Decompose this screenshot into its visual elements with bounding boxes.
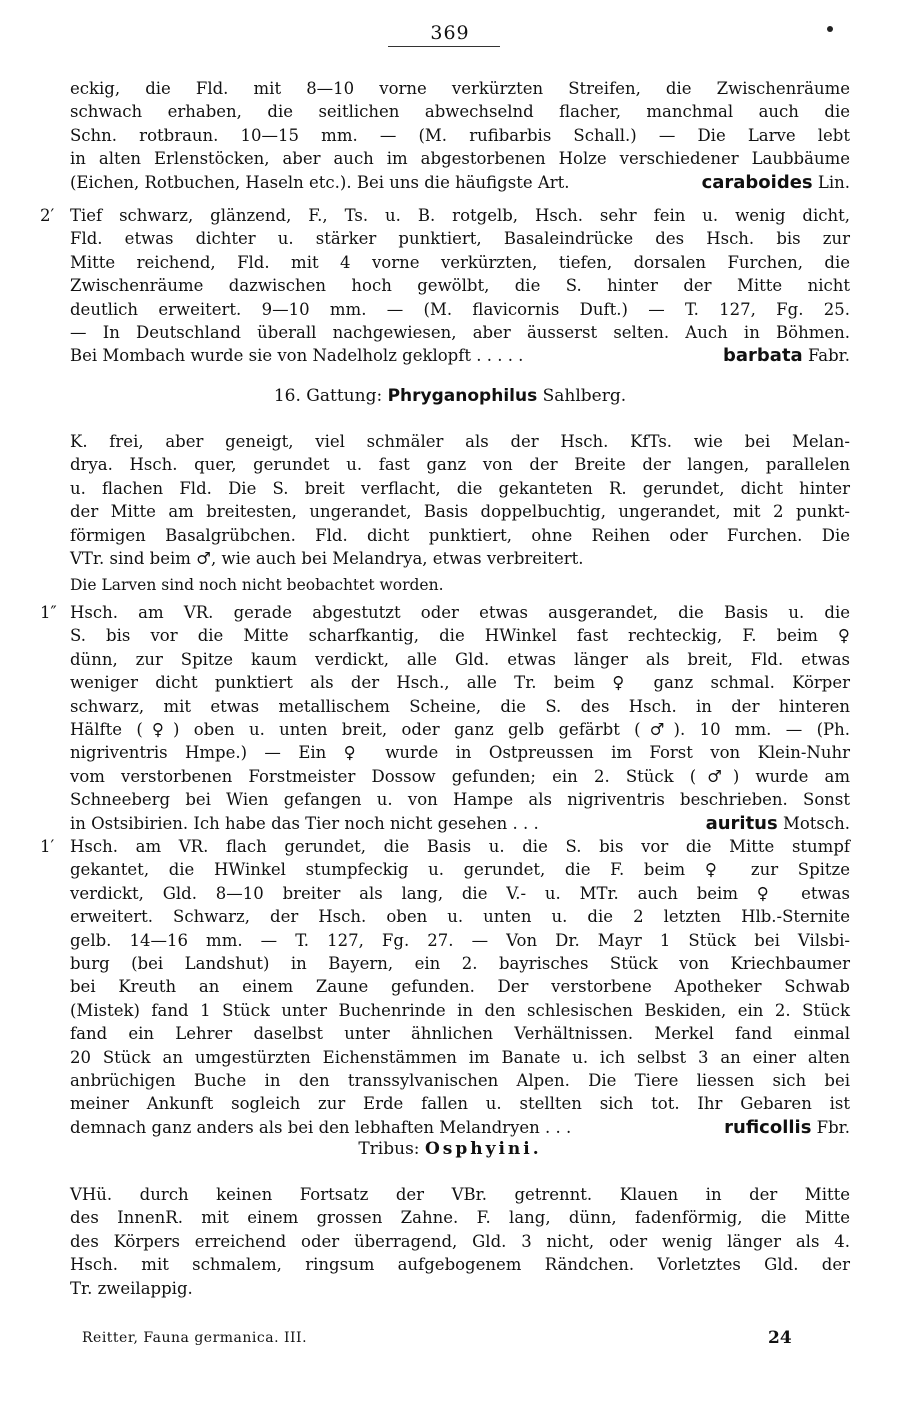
text-line xyxy=(70,172,850,194)
text-line xyxy=(70,1070,850,1092)
text-line xyxy=(70,953,850,975)
text-line xyxy=(70,1278,850,1300)
text-line xyxy=(70,275,850,297)
line-text: — In Deutschland überall nachgewiesen, aber äusserst selten. Auch in Böhmen. xyxy=(70,323,850,342)
text-line xyxy=(70,501,850,523)
tribus-name: Osphyini. xyxy=(424,1139,542,1159)
species-name: auritus xyxy=(705,812,778,834)
species-author: Motsch. xyxy=(777,813,850,833)
couplet-number: 2′ xyxy=(40,206,55,225)
line-text: anbrüchigen Buche in den transsylvanischen Alpen. Die Tiere liessen sich bei xyxy=(70,1071,850,1090)
line-text: in Ostsibirien. Ich habe das Tier noch nicht gesehen . . . xyxy=(70,813,539,833)
tribus-heading xyxy=(0,1138,900,1160)
line-text: (Mistek) fand 1 Stück unter Buchenrinde in den schlesischen Beskiden, ein 2. Stück xyxy=(70,1000,850,1020)
line-text: fand ein Lehrer daselbst unter ähnlichen Verhältnissen. Merkel fand einmal xyxy=(70,1024,850,1044)
genus-prefix: 16. Gattung: xyxy=(273,386,383,406)
text-line xyxy=(70,813,850,835)
text-line xyxy=(70,930,850,952)
text-line xyxy=(70,836,850,858)
text-line xyxy=(70,883,850,905)
line-text: (Eichen, Rotbuchen, Haseln etc.). Bei uns die häufigste Art. xyxy=(70,172,570,192)
text-line xyxy=(70,649,850,671)
text-line xyxy=(70,1117,850,1139)
line-text: Mitte reichend, Fld. mit 4 vorne verkürzten, tiefen, dorsalen Furchen, die xyxy=(70,252,850,272)
line-text: Tr. zweilappig. xyxy=(70,1278,193,1298)
line-text: vom verstorbenen Forstmeister Dossow gefunden; ein 2. Stück (♂) wurde am xyxy=(70,766,850,786)
line-text: Hsch. am VR. gerade abgestutzt oder etwas ausgerandet, die Basis u. die xyxy=(70,603,850,622)
line-text: burg (bei Landshut) in Bayern, ein 2. bayrisches Stück von Kriechbaumer xyxy=(70,954,850,973)
tribus-prefix: Tribus: xyxy=(358,1139,420,1159)
line-text: Hsch. mit schmalem, ringsum aufgebogenem Rändchen. Vorletztes Gld. der xyxy=(70,1255,850,1275)
text-line xyxy=(70,148,850,170)
text-line xyxy=(70,906,850,928)
line-text: VHü. durch keinen Fortsatz der VBr. getrennt. Klauen in der Mitte xyxy=(70,1185,850,1204)
text-line xyxy=(70,299,850,321)
genus-author: Sahlberg. xyxy=(542,386,627,406)
text-line xyxy=(70,548,850,570)
line-text: K. frei, aber geneigt, viel schmäler als der Hsch. KfTs. wie bei Melan- xyxy=(70,432,850,451)
line-text: erweitert. Schwarz, der Hsch. oben u. unten u. die 2 letzten Hlb.-Sternite xyxy=(70,907,850,927)
genus-heading xyxy=(0,385,900,407)
line-text: Bei Mombach wurde sie von Nadelholz geklopft . . . . . xyxy=(70,346,524,366)
line-text: Zwischenräume dazwischen hoch gewölbt, die S. hinter der Mitte nicht xyxy=(70,276,850,296)
text-line xyxy=(70,1047,850,1069)
text-line xyxy=(70,789,850,811)
line-text: Schn. rotbraun. 10—15 mm. — (M. rufibarbis Schall.) — Die Larve lebt xyxy=(70,125,850,145)
line-text: weniger dicht punktiert als der Hsch., alle Tr. beim ♀ ganz schmal. Körper xyxy=(70,673,850,693)
couplet-number: 1″ xyxy=(40,603,57,622)
species-author: Fabr. xyxy=(802,346,850,366)
text-line xyxy=(70,625,850,647)
line-text: Hälfte (♀) oben u. unten breit, oder ganz gelb gefärbt (♂). 10 mm. — (Ph. xyxy=(70,720,850,739)
text-line xyxy=(70,602,850,624)
line-text: des InnenR. mit einem grossen Zahne. F. lang, dünn, fadenförmig, die Mitte xyxy=(70,1208,850,1228)
footer-sheet-number: 24 xyxy=(768,1328,792,1348)
text-line xyxy=(70,78,850,100)
line-text: schwach erhaben, die seitlichen abwechselnd flacher, manchmal auch die xyxy=(70,102,850,122)
genus-name: Phryganophilus xyxy=(387,386,538,406)
couplet-number: 1′ xyxy=(40,837,55,856)
line-text: der Mitte am breitesten, ungerandet, Basis doppelbuchtig, ungerandet, mit 2 punkt- xyxy=(70,502,850,522)
text-line xyxy=(70,525,850,547)
text-line xyxy=(70,1207,850,1229)
text-line xyxy=(70,322,850,344)
line-text: des Körpers erreichend oder überragend, Gld. 3 nicht, oder wenig länger als 4. xyxy=(70,1231,850,1251)
text-line xyxy=(70,742,850,764)
line-text: meiner Ankunft sogleich zur Erde fallen u. stellten sich tot. Ihr Gebaren ist xyxy=(70,1094,850,1114)
line-text: schwarz, mit etwas metallischem Scheine, die S. des Hsch. in der hinteren xyxy=(70,696,850,716)
species-name: caraboides xyxy=(701,171,813,193)
text-line xyxy=(70,1231,850,1253)
line-text: nigriventris Hmpe.) — Ein ♀ wurde in Ostpreussen im Forst von Klein-Nuhr xyxy=(70,743,850,763)
text-line xyxy=(70,574,850,596)
text-line xyxy=(70,1093,850,1115)
text-line xyxy=(70,766,850,788)
text-line xyxy=(70,672,850,694)
species-author: Fbr. xyxy=(811,1117,850,1137)
line-text: förmigen Basalgrübchen. Fld. dicht punktiert, ohne Reihen oder Furchen. Die xyxy=(70,525,850,545)
text-line xyxy=(70,431,850,453)
text-line xyxy=(70,125,850,147)
text-line xyxy=(70,1184,850,1206)
text-line xyxy=(70,345,850,367)
species-name: ruficollis xyxy=(724,1116,812,1138)
line-text: eckig, die Fld. mit 8—10 vorne verkürzten Streifen, die Zwischenräume xyxy=(70,79,850,98)
line-text: Fld. etwas dichter u. stärker punktiert, Basaleindrücke des Hsch. bis zur xyxy=(70,229,850,249)
page-number: 369 xyxy=(430,22,470,44)
line-text: gelb. 14—16 mm. — T. 127, Fg. 27. — Von Dr. Mayr 1 Stück bei Vilsbi- xyxy=(70,930,850,950)
text-line xyxy=(70,1023,850,1045)
species-author: Lin. xyxy=(812,172,850,192)
line-text: S. bis vor die Mitte scharfkantig, die HWinkel fast rechteckig, F. beim ♀ xyxy=(70,626,850,646)
line-text: in alten Erlenstöcken, aber auch im abgestorbenen Holze verschiedener Laubbäume xyxy=(70,149,850,169)
line-text: deutlich erweitert. 9—10 mm. — (M. flavicornis Duft.) — T. 127, Fg. 25. xyxy=(70,299,850,319)
header-rule xyxy=(388,46,500,47)
text-line xyxy=(70,976,850,998)
line-text: Die Larven sind noch nicht beobachtet worden. xyxy=(70,576,444,594)
text-line xyxy=(70,1254,850,1276)
line-text: Schneeberg bei Wien gefangen u. von Hampe als nigriventris beschrieben. Sonst xyxy=(70,790,850,810)
line-text: gekantet, die HWinkel stumpfeckig u. gerundet, die F. beim ♀ zur Spitze xyxy=(70,860,850,880)
text-line xyxy=(70,454,850,476)
line-text: u. flachen Fld. Die S. breit verflacht, die gekanteten R. gerundet, dicht hinter xyxy=(70,478,850,498)
text-line xyxy=(70,1000,850,1022)
footer-source: Reitter, Fauna germanica. III. xyxy=(82,1330,308,1346)
line-text: bei Kreuth an einem Zaune gefunden. Der verstorbene Apotheker Schwab xyxy=(70,977,850,997)
text-line xyxy=(70,696,850,718)
text-line xyxy=(70,859,850,881)
line-text: dünn, zur Spitze kaum verdickt, alle Gld. etwas länger als breit, Fld. etwas xyxy=(70,649,850,669)
line-text: demnach ganz anders als bei den lebhaften Melandryen . . . xyxy=(70,1117,572,1137)
line-text: verdickt, Gld. 8—10 breiter als lang, die V.- u. MTr. auch beim ♀ etwas xyxy=(70,883,850,903)
line-text: 20 Stück an umgestürzten Eichenstämmen im Banate u. ich selbst 3 an einer alten xyxy=(70,1047,850,1067)
line-text: Tief schwarz, glänzend, F., Ts. u. B. rotgelb, Hsch. sehr fein u. wenig dicht, xyxy=(70,206,850,225)
text-line xyxy=(70,205,850,227)
species-name: barbata xyxy=(723,345,803,367)
text-line xyxy=(70,719,850,741)
text-line xyxy=(70,252,850,274)
text-line xyxy=(70,478,850,500)
text-line xyxy=(70,228,850,250)
ink-spot xyxy=(827,26,833,32)
line-text: VTr. sind beim ♂, wie auch bei Melandrya, etwas verbreitert. xyxy=(70,549,584,568)
line-text: Hsch. am VR. flach gerundet, die Basis u. die S. bis vor die Mitte stumpf xyxy=(70,837,850,856)
line-text: drya. Hsch. quer, gerundet u. fast ganz von der Breite der langen, parallelen xyxy=(70,455,850,475)
text-line xyxy=(70,101,850,123)
